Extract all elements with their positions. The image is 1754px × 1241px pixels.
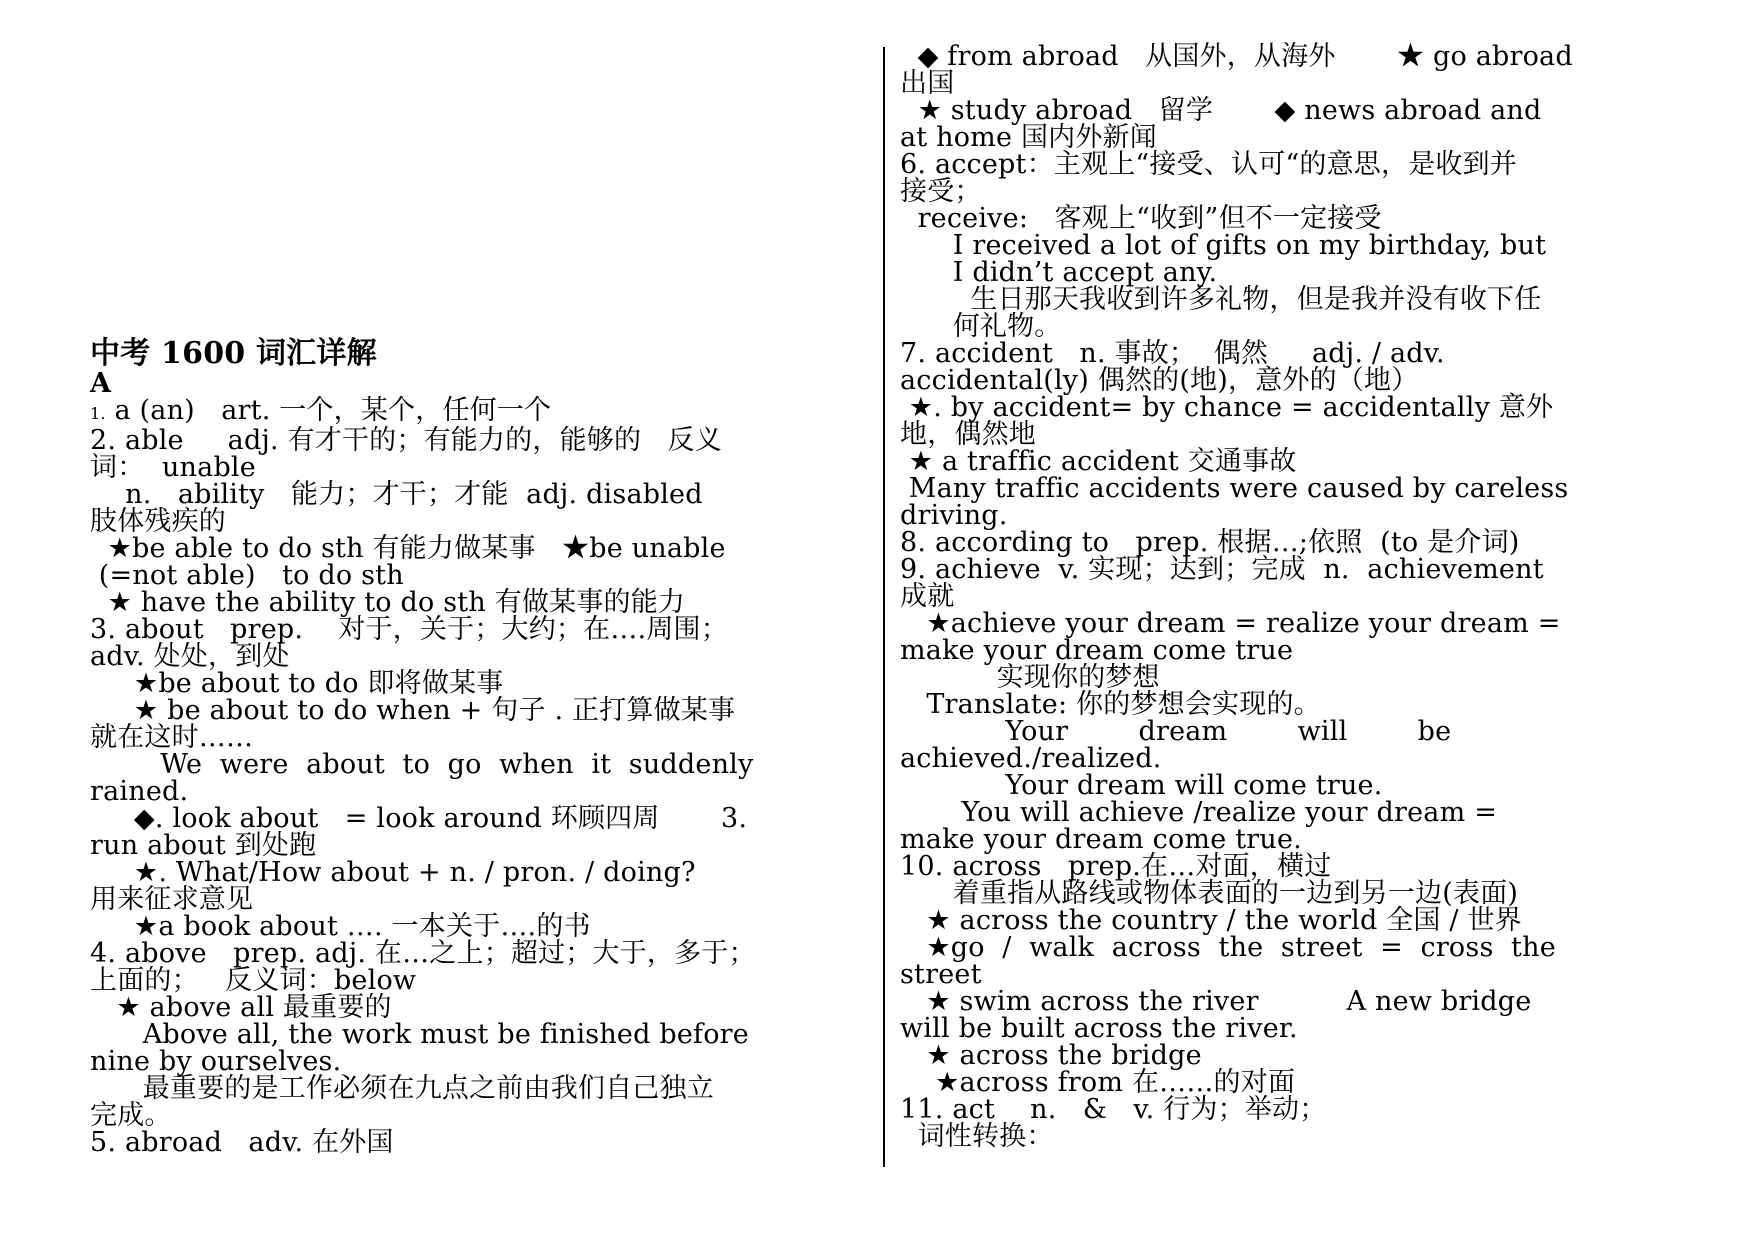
entry-line: 出国 [900,68,955,99]
entry-line: Above all, the work must be finished before [90,1019,749,1050]
entry-line: 2. able adj. 有才干的；有能力的，能够的 反义 [90,425,722,456]
entry-line: will be built across the river. [900,1013,1298,1044]
entry-line: ★. What/How about + n. / pron. / doing? [90,857,696,888]
entry-line: 4. above prep. adj. 在…之上；超过；大于，多于； [90,938,756,969]
entry-line: ★ across the country / the world 全国 / 世界 [900,905,1522,936]
entry-line: ★ swim across the river A new bridge [900,986,1532,1017]
entry-line: We were about to go when it suddenly [90,749,754,780]
entry-line: ★ be about to do when + 句子 . 正打算做某事 [90,695,736,726]
entry-line: n. ability 能力；才干；才能 adj. disabled [90,479,703,510]
entry-line: nine by ourselves. [90,1046,342,1077]
entry-line: ★be able to do sth 有能力做某事 ★be unable [90,533,726,564]
entry-line: rained. [90,776,189,807]
document-title: 中考 1600 词汇详解 [90,336,377,371]
entry-line: ★ across the bridge [900,1040,1202,1071]
entry-line: 1. a (an) art. 一个，某个，任何一个 [90,395,552,426]
entry-line: ★a book about …. 一本关于….的书 [90,911,591,942]
entry-line: ★be about to do 即将做某事 [90,668,504,699]
entry-line: 何礼物。 [900,311,1062,342]
entry-line: I didn’t accept any. [900,257,1218,288]
entry-line: Translate: 你的梦想会实现的。 [900,689,1321,720]
entry-line: I received a lot of gifts on my birthday, but [900,230,1547,261]
entry-line: run about 到处跑 [90,830,317,861]
entry-line: ★ study abroad 留学 ◆ news abroad and [900,95,1542,126]
entry-line: street [900,959,982,990]
entry-line: ★. by accident= by chance = accidentally 意外 [900,392,1554,423]
entry-line: 生日那天我收到许多礼物，但是我并没有收下任 [900,284,1542,315]
left-column [90,338,870,1156]
entry-line: 成就 [900,581,955,612]
entry-line: 8. according to prep. 根据…;依照 (to 是介词) [900,527,1520,558]
entry-line: accidental(ly) 偶然的(地)，意外的（地） [900,365,1419,396]
entry-line: driving. [900,500,1008,531]
entry-line: Your dream will be [900,716,1452,747]
entry-line: 接受； [900,176,982,207]
entry-line: ★achieve your dream = realize your dream = [900,608,1561,639]
entry-line: 10. across prep.在…对面，横过 [900,851,1332,882]
entry-line: 肢体残疾的 [90,506,226,537]
entry-line: ★ above all 最重要的 [90,992,392,1023]
entry-line: adv. 处处，到处 [90,641,290,672]
entry-line: achieved./realized. [900,743,1162,774]
entry-line: 完成。 [90,1100,172,1131]
entry-line: 就在这时…… [90,722,254,753]
entry-line: 6. accept：主观上“接受、认可“的意思，是收到并 [900,149,1518,180]
entry-line: 词： unable [90,452,256,483]
entry-line: at home 国内外新闻 [900,122,1157,153]
entry-line: 9. achieve v. 实现；达到；完成 n. achievement [900,554,1544,585]
entry-line: ◆ from abroad 从国外，从海外 ★ go abroad [900,41,1573,72]
entry-line: 最重要的是工作必须在九点之前由我们自己独立 [90,1073,714,1104]
column-divider [883,47,885,1167]
entry-line: 11. act n. & v. 行为；举动； [900,1094,1327,1125]
entry-number: 1. [90,404,106,423]
entry-line: ★go / walk across the street = cross the [900,932,1556,963]
entry-line: (=not able) to do sth [90,560,404,591]
entry-line: ★ have the ability to do sth 有做某事的能力 [90,587,686,618]
entry-line: Your dream will come true. [900,770,1383,801]
entry-line: 用来征求意见 [90,884,254,915]
entry-line: make your dream come true [900,635,1294,666]
section-heading: A [90,368,112,399]
entry-line: 词性转换： [900,1121,1054,1152]
entry-line: receive: 客观上“收到”但不一定接受 [900,203,1382,234]
entry-line: 3. about prep. 对于，关于；大约；在….周围； [90,614,728,645]
entry-line: You will achieve /realize your dream = [900,797,1498,828]
entry-line: Many traffic accidents were caused by careless [900,473,1569,504]
entry-line: ★across from 在……的对面 [900,1067,1296,1098]
entry-line: 地，偶然地 [900,419,1036,450]
entry-line: ◆. look about = look around 环顾四周 3. [90,803,748,834]
right-column [900,43,1680,1150]
entry-line: 5. abroad adv. 在外国 [90,1127,394,1158]
entry-line: 实现你的梦想 [900,662,1160,693]
entry-line: 着重指从路线或物体表面的一边到另一边(表面) [900,878,1519,909]
entry-line: make your dream come true. [900,824,1302,855]
entry-line: 上面的； 反义词：below [90,965,417,996]
entry-line: 7. accident n. 事故； 偶然 adj. / adv. [900,338,1445,369]
entry-line: ★ a traffic accident 交通事故 [900,446,1297,477]
